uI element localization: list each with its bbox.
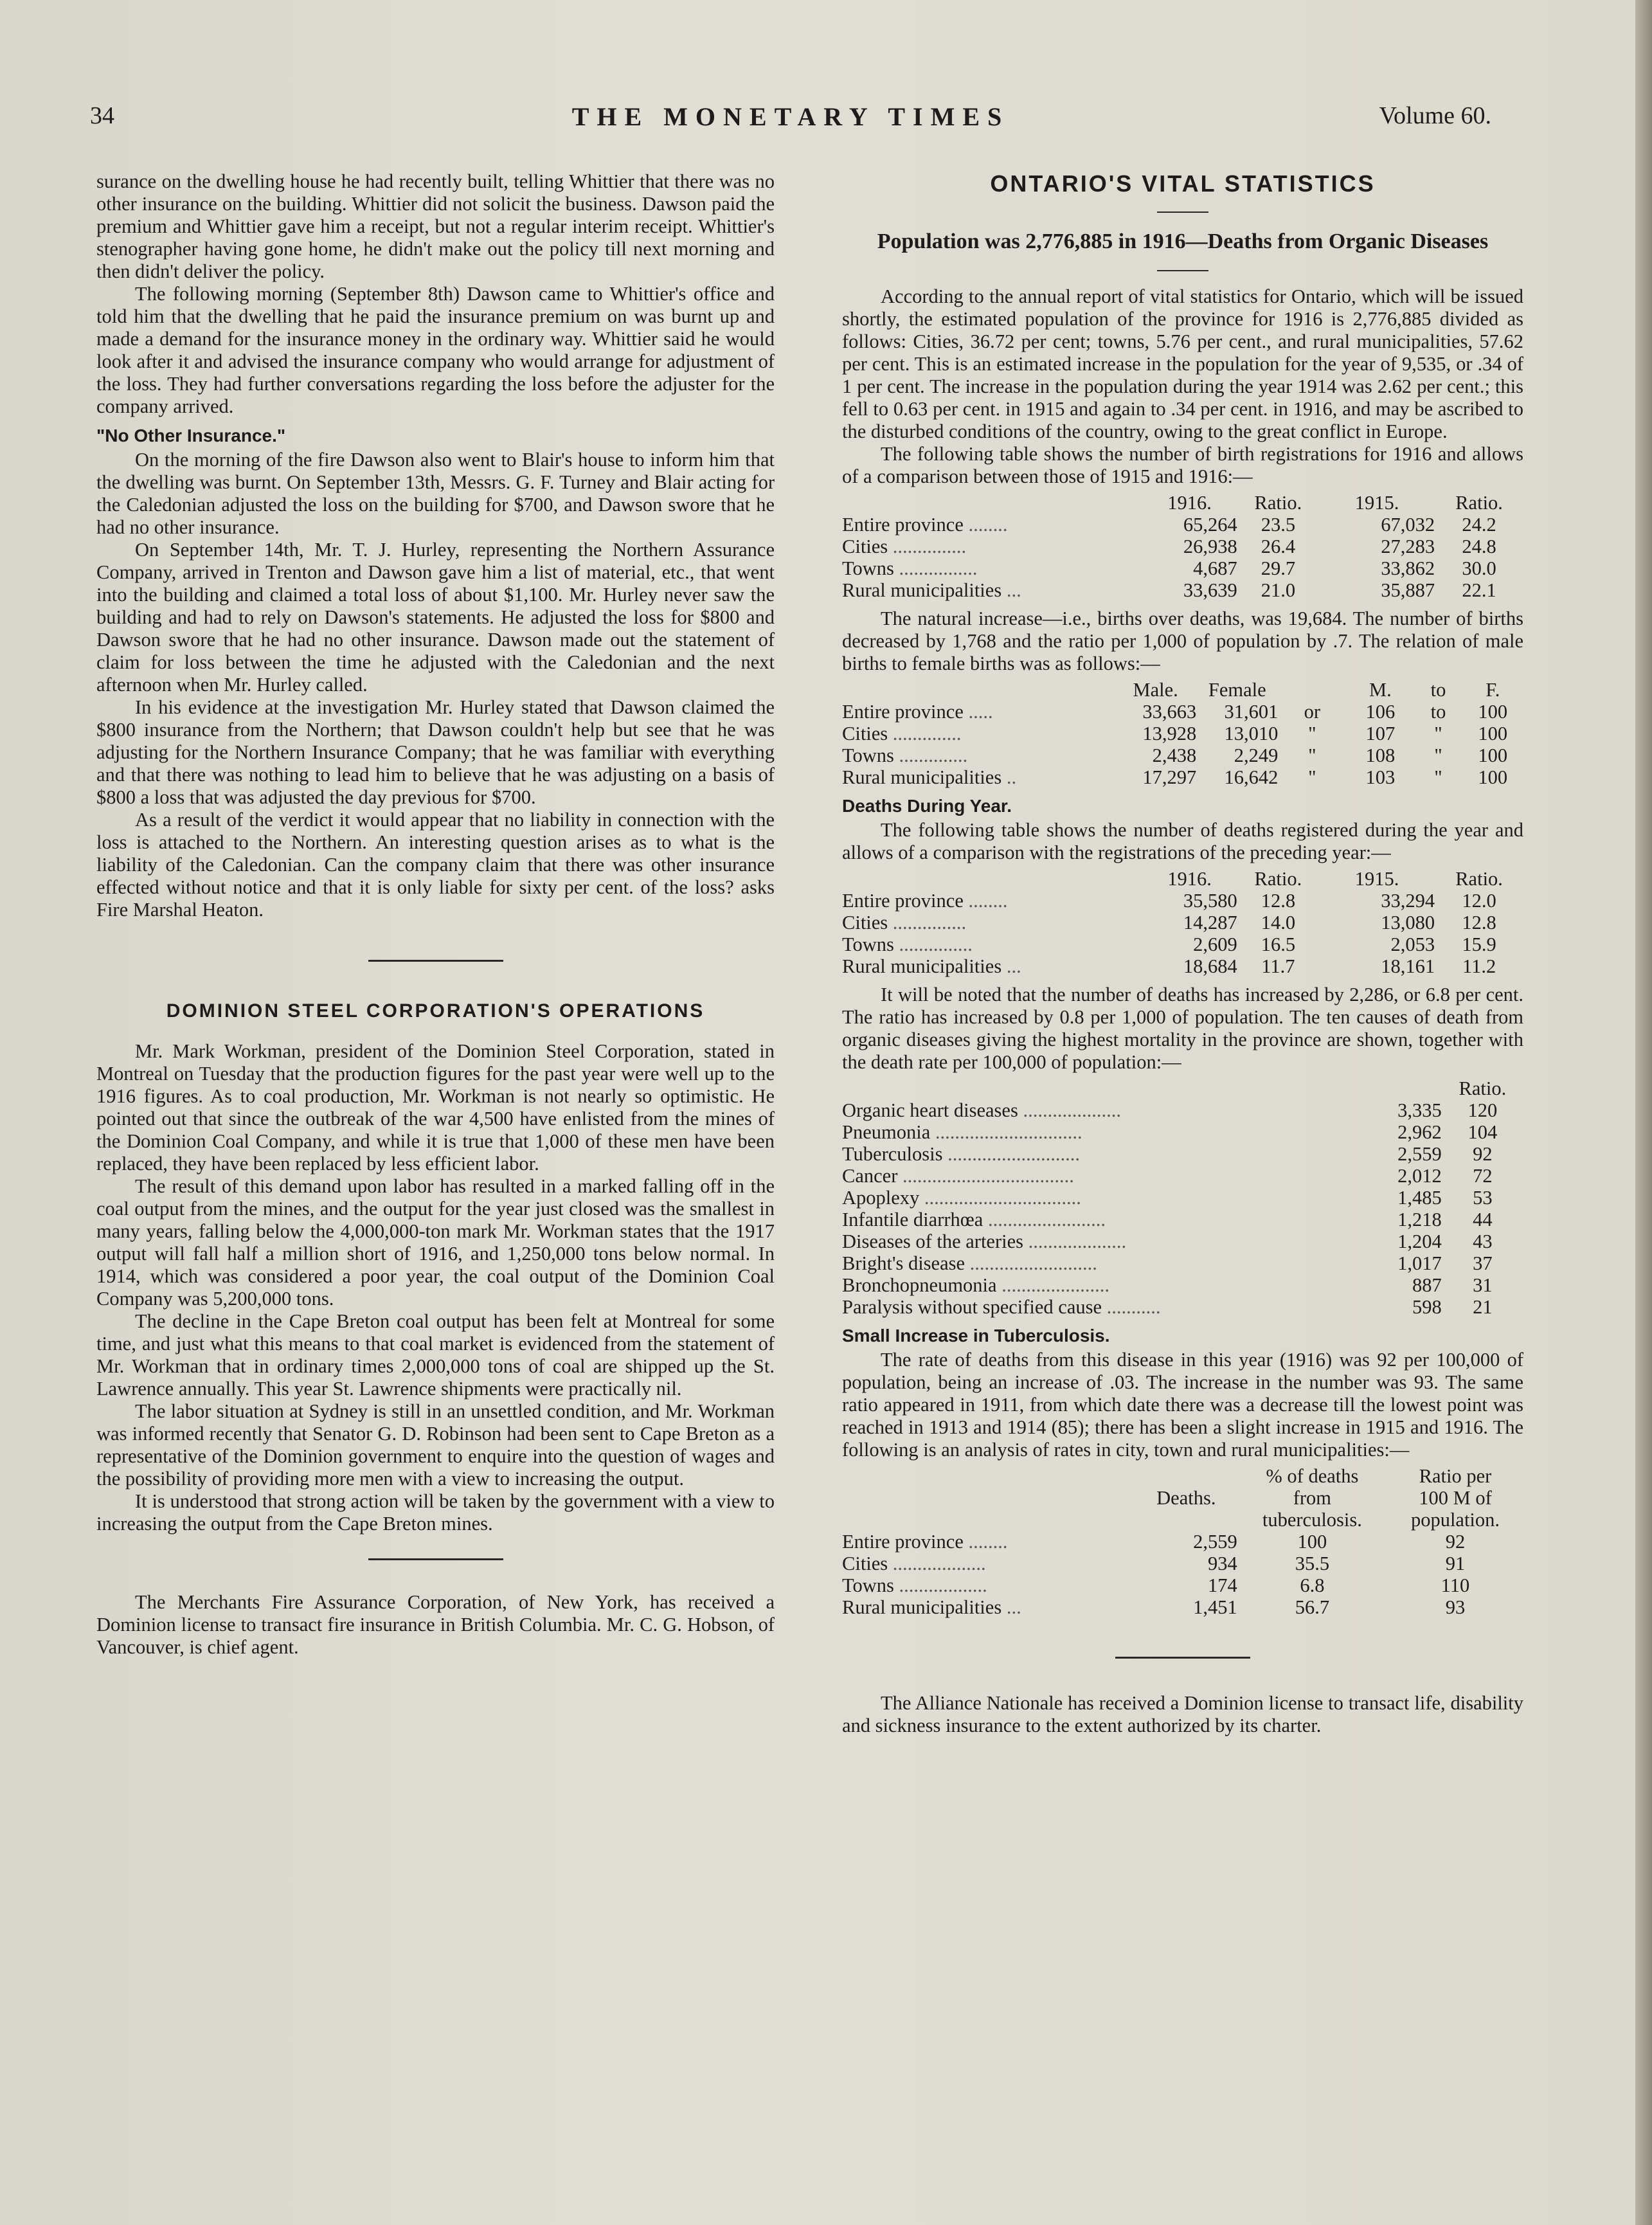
- table-cell: 4,687: [1193, 557, 1237, 579]
- table-header-row: [842, 679, 1523, 701]
- table-cell: 2,962: [1397, 1121, 1442, 1143]
- paragraph: The labor situation at Sydney is still in an unsettled condition, and Mr. Workman was informed recently that Senator G. D. Robinson had been sent to Cape Breton as a representative of the Dominion government to enquire into the question of wages and the possibility of providing more men with a view to increasing the output.: [96, 1400, 775, 1490]
- table-cell: 13,928: [1142, 723, 1197, 744]
- table-cell: ": [1308, 723, 1316, 744]
- table-row: [842, 514, 1523, 536]
- table-cell: 33,862: [1381, 557, 1435, 579]
- leader-dots: ...........................: [947, 1143, 1080, 1165]
- table-cell: ": [1434, 723, 1442, 744]
- divider: [368, 1558, 503, 1560]
- leader-dots: ........: [968, 1531, 1008, 1553]
- row-label: Towns: [842, 1574, 894, 1596]
- table-cell: 37: [1473, 1252, 1493, 1274]
- column-header: Ratio.: [1459, 1077, 1507, 1099]
- column-header: % of deaths: [1266, 1465, 1359, 1487]
- table-row: [842, 1187, 1523, 1209]
- table-cell: 33,639: [1183, 579, 1237, 601]
- column-header: Ratio.: [1455, 492, 1503, 514]
- leader-dots: ..............................: [935, 1121, 1082, 1143]
- row-label: Bronchopneumonia: [842, 1274, 997, 1296]
- table-row: [842, 912, 1523, 933]
- paragraph: As a result of the verdict it would appear that no liability in connection with the loss is attached to the Northern. An interesting question arises as to what is the liability of the Caledonian. Can the company claim that there was other insurance effected without notice and that it is only liable for sixty per cent. of the loss? asks Fire Marshal Heaton.: [96, 809, 775, 921]
- leader-dots: .....: [968, 701, 993, 723]
- table-row: [842, 1165, 1523, 1187]
- paragraph: It is understood that strong action will be taken by the government with a view to increasing the output from the Cape Breton mines.: [96, 1490, 775, 1535]
- table-cell: 1,218: [1397, 1209, 1442, 1230]
- table-cell: 35,887: [1381, 579, 1435, 601]
- table-cell: 14,287: [1183, 912, 1237, 933]
- paragraph: On the morning of the fire Dawson also went to Blair's house to inform him that the dwelling was burnt. On September 13th, Messrs. G. F. Turney and Blair acting for the Caledonian adjusted the loss on the building for $700, and Dawson swore that he had no other insurance.: [96, 449, 775, 538]
- table-row: [842, 1252, 1523, 1274]
- table-cell: 12.0: [1462, 890, 1496, 912]
- divider: [368, 960, 503, 962]
- column-header: to: [1430, 679, 1446, 701]
- column-header: Ratio.: [1254, 868, 1302, 890]
- table-cell: 11.2: [1462, 955, 1496, 977]
- column-header: Deaths.: [1156, 1487, 1216, 1509]
- paragraph: The following morning (September 8th) Dawson came to Whittier's office and told him that the dwelling that he paid the insurance premium on was burnt up and made a demand for the insurance money in the ordinary way. Whittier said he would look after it and advised the insurance company who would arrange for adjustment of the loss. They had further conversations regarding the loss before the adjuster for the company arrived.: [96, 283, 775, 417]
- row-label: Cancer: [842, 1165, 898, 1187]
- leader-dots: ...: [1006, 579, 1021, 601]
- table-cell: 14.0: [1261, 912, 1296, 933]
- column-header: Male.: [1133, 679, 1178, 701]
- column-header: M.: [1369, 679, 1392, 701]
- table-row: [842, 1274, 1523, 1296]
- paragraph: The Alliance Nationale has received a Dominion license to transact life, disability and sickness insurance to the extent authorized by its charter.: [842, 1692, 1523, 1736]
- row-label: Pneumonia: [842, 1121, 931, 1143]
- table-row: [842, 766, 1523, 788]
- row-label: Organic heart diseases: [842, 1099, 1018, 1121]
- table-cell: 72: [1473, 1165, 1493, 1187]
- leader-dots: ...: [1006, 955, 1021, 977]
- table-cell: 24.2: [1462, 514, 1496, 536]
- leader-dots: ......................: [1001, 1274, 1109, 1296]
- table-cell: 11.7: [1261, 955, 1295, 977]
- page-spine: [1635, 0, 1652, 2225]
- table-cell: 13,010: [1224, 723, 1279, 744]
- column-header: Ratio per: [1419, 1465, 1492, 1487]
- table-cell: 24.8: [1462, 536, 1496, 557]
- table-cell: ": [1434, 766, 1442, 788]
- table-cell: 26,938: [1183, 536, 1237, 557]
- right-column: [842, 170, 1523, 1737]
- paragraph: surance on the dwelling house he had recently built, telling Whittier that there was no other insurance on the building. Whittier did not solicit the business. Dawson paid the premium and Whittier gave him a receipt, but not a regular interim receipt. Whittier's stenographer having gone home, he didn't make out the policy till next morning and then didn't deliver the policy.: [96, 170, 775, 282]
- table-cell: 1,485: [1397, 1187, 1442, 1209]
- row-label: Cities: [842, 723, 888, 744]
- table-cell: 67,032: [1381, 514, 1435, 536]
- left-column: [96, 170, 775, 1659]
- table-row: [842, 1553, 1523, 1574]
- leader-dots: ...............: [892, 912, 967, 933]
- table-cell: 33,663: [1142, 701, 1197, 723]
- leader-dots: ...: [1006, 1596, 1021, 1618]
- leader-dots: ........................: [987, 1209, 1106, 1230]
- table-cell: 100: [1478, 744, 1508, 766]
- table-cell: 2,559: [1193, 1531, 1237, 1553]
- table-cell: 33,294: [1381, 890, 1435, 912]
- leader-dots: ..: [1006, 766, 1017, 788]
- male-female-births-table: [842, 679, 1523, 788]
- row-label: Tuberculosis: [842, 1143, 943, 1165]
- table-cell: 110: [1441, 1574, 1470, 1596]
- paragraph: In his evidence at the investigation Mr. Hurley stated that Dawson claimed the $800 insurance from the Northern; that Dawson couldn't help but see that he was adjusting for the Northern Insurance Company; that he was familiar with everything and that there was nothing to lead him to believe that he was adjusting on a basis of $800 a loss that was adjusted the day previous for $700.: [96, 696, 775, 808]
- table-cell: 13,080: [1381, 912, 1435, 933]
- table-cell: 65,264: [1183, 514, 1237, 536]
- column-header: 100 M of: [1419, 1487, 1492, 1509]
- table-cell: 16,642: [1224, 766, 1279, 788]
- row-label: Cities: [842, 536, 888, 557]
- table-header-row: [842, 1509, 1523, 1531]
- table-cell: or: [1304, 701, 1321, 723]
- row-label: Rural municipalities: [842, 1596, 1002, 1618]
- table-cell: 15.9: [1462, 933, 1496, 955]
- table-cell: 53: [1473, 1187, 1493, 1209]
- leader-dots: ..............: [892, 723, 962, 744]
- paragraph: The result of this demand upon labor has resulted in a marked falling off in the coal output from the mines, and the output for the year just closed was the smallest in many years, falling below the 4,000,000-ton mark Mr. Workman states that the 1917 output will fall half a million short of 1916, and 1,250,000 tons below normal. In 1914, which was considered a poor year, the coal output of the Dominion Coal Company was 5,200,000 tons.: [96, 1175, 775, 1310]
- table-cell: 16.5: [1261, 933, 1296, 955]
- table-cell: to: [1430, 701, 1446, 723]
- column-header: 1915.: [1354, 868, 1399, 890]
- table-row: [842, 579, 1523, 601]
- leader-dots: ...................: [892, 1553, 986, 1574]
- table-row: [842, 1230, 1523, 1252]
- table-cell: 2,012: [1397, 1165, 1442, 1187]
- leader-dots: ..............: [899, 744, 968, 766]
- table-cell: 43: [1473, 1230, 1493, 1252]
- column-header: Ratio.: [1455, 868, 1503, 890]
- table-cell: 35.5: [1295, 1553, 1330, 1574]
- paragraph: The rate of deaths from this disease in this year (1916) was 92 per 100,000 of population, being an increase of .03. The increase in the number was 93. The same ratio appeared in 1911, from which date there was a decrease till the lowest point was reached in 1913 and 1914 (85); there has been a slight increase in 1915 and 1916. The following is an analysis of rates in city, town and rural municipalities:—: [842, 1349, 1523, 1461]
- births-table: [842, 492, 1523, 601]
- table-header-row: [842, 868, 1523, 890]
- table-cell: 30.0: [1462, 557, 1496, 579]
- table-cell: 2,249: [1234, 744, 1279, 766]
- table-row: [842, 1121, 1523, 1143]
- table-cell: 103: [1365, 766, 1396, 788]
- subheading-deaths-during-year: Deaths During Year.: [842, 796, 1012, 816]
- table-cell: 29.7: [1261, 557, 1296, 579]
- journal-title: THE MONETARY TIMES: [571, 102, 1010, 131]
- row-label: Entire province: [842, 701, 964, 723]
- row-label: Apoplexy: [842, 1187, 920, 1209]
- table-cell: 2,438: [1152, 744, 1197, 766]
- table-cell: 100: [1478, 723, 1508, 744]
- leader-dots: ...............: [892, 536, 967, 557]
- table-cell: 44: [1473, 1209, 1493, 1230]
- table-row: [842, 557, 1523, 579]
- table-cell: 934: [1208, 1553, 1237, 1574]
- column-header: F.: [1486, 679, 1500, 701]
- paragraph: The following table shows the number of deaths registered during the year and allows of a comparison with the registrations of the preceding year:—: [842, 819, 1523, 863]
- table-cell: 91: [1445, 1553, 1466, 1574]
- table-cell: 2,053: [1390, 933, 1435, 955]
- column-header: from: [1293, 1487, 1332, 1509]
- row-label: Entire province: [842, 1531, 964, 1553]
- leader-dots: ..................: [899, 1574, 987, 1596]
- column-header: Female: [1208, 679, 1266, 701]
- column-header: tuberculosis.: [1262, 1509, 1362, 1531]
- table-cell: 107: [1365, 723, 1396, 744]
- tuberculosis-table: [842, 1465, 1523, 1618]
- table-cell: ": [1308, 744, 1316, 766]
- table-row: [842, 890, 1523, 912]
- row-label: Entire province: [842, 890, 964, 912]
- row-label: Rural municipalities: [842, 766, 1002, 788]
- table-cell: 120: [1468, 1099, 1498, 1121]
- table-cell: 174: [1208, 1574, 1237, 1596]
- table-cell: 18,161: [1381, 955, 1435, 977]
- running-header: [90, 96, 1491, 141]
- table-row: [842, 1596, 1523, 1618]
- page-number: 34: [90, 102, 114, 129]
- table-row: [842, 1143, 1523, 1165]
- table-row: [842, 955, 1523, 977]
- row-label: Towns: [842, 744, 894, 766]
- divider: [1157, 270, 1208, 271]
- divider: [1115, 1657, 1250, 1659]
- table-cell: 3,335: [1397, 1099, 1442, 1121]
- table-cell: 21: [1473, 1296, 1493, 1318]
- row-label: Cities: [842, 912, 888, 933]
- table-cell: 12.8: [1462, 912, 1496, 933]
- table-header-row: [842, 1465, 1523, 1487]
- leader-dots: ................: [899, 557, 978, 579]
- table-header-row: [842, 492, 1523, 514]
- row-label: Rural municipalities: [842, 955, 1002, 977]
- table-cell: 100: [1478, 766, 1508, 788]
- table-cell: 598: [1412, 1296, 1442, 1318]
- table-cell: 2,559: [1397, 1143, 1442, 1165]
- table-cell: 92: [1445, 1531, 1466, 1553]
- leader-dots: ...................................: [902, 1165, 1074, 1187]
- table-header-row: [842, 1487, 1523, 1509]
- table-cell: 93: [1445, 1596, 1466, 1618]
- table-row: [842, 933, 1523, 955]
- leader-dots: ...........: [1106, 1296, 1161, 1318]
- table-cell: 106: [1365, 701, 1396, 723]
- paragraph: According to the annual report of vital statistics for Ontario, which will be issued shortly, the estimated population of the province for 1916 is 2,776,885 divided as follows: Cities, 36.72 per cent; towns, 5.76 per cent., and rural municipalities, 57.62 per cent. This is an estimated increase in the population for the year of 9,535, or .34 of 1 per cent. The increase in the population during the year 1914 was 2.62 per cent.; this fell to 0.63 per cent. in 1915 and again to .34 per cent. in 1916, and may be ascribed to the disturbed conditions of the country, owing to the great conflict in Europe.: [842, 285, 1523, 442]
- column-header: Ratio.: [1254, 492, 1302, 514]
- table-cell: 22.1: [1462, 579, 1496, 601]
- leader-dots: ........: [968, 514, 1008, 536]
- table-cell: 1,017: [1397, 1252, 1442, 1274]
- table-cell: 26.4: [1261, 536, 1296, 557]
- table-cell: 35,580: [1183, 890, 1237, 912]
- table-cell: 108: [1365, 744, 1396, 766]
- article-subtitle: Population was 2,776,885 in 1916—Deaths from Organic Diseases: [877, 230, 1489, 253]
- steel-article-title: DOMINION STEEL CORPORATION'S OPERATIONS: [166, 1000, 705, 1022]
- table-row: [842, 1296, 1523, 1318]
- row-label: Rural municipalities: [842, 579, 1002, 601]
- row-label: Bright's disease: [842, 1252, 965, 1274]
- table-cell: 31,601: [1224, 701, 1279, 723]
- table-row: [842, 744, 1523, 766]
- table-row: [842, 723, 1523, 744]
- table-cell: 12.8: [1261, 890, 1296, 912]
- causes-of-death-table: [842, 1077, 1523, 1318]
- leader-dots: ........: [968, 890, 1008, 912]
- row-label: Cities: [842, 1553, 888, 1574]
- table-row: [842, 1209, 1523, 1230]
- column-header: population.: [1410, 1509, 1500, 1531]
- article-title: ONTARIO'S VITAL STATISTICS: [990, 170, 1376, 197]
- table-cell: 1,204: [1397, 1230, 1442, 1252]
- table-cell: 92: [1473, 1143, 1493, 1165]
- paragraph: The following table shows the number of birth registrations for 1916 and allows of a comparison between those of 1915 and 1916:—: [842, 443, 1523, 487]
- table-cell: 18,684: [1183, 955, 1237, 977]
- row-label: Paralysis without specified cause: [842, 1296, 1102, 1318]
- table-cell: 56.7: [1295, 1596, 1330, 1618]
- table-row: [842, 701, 1523, 723]
- paragraph: It will be noted that the number of deaths has increased by 2,286, or 6.8 per cent. The ratio has increased by 0.8 per 1,000 of population. The ten causes of death from organic diseases giving the highest mortality in the province are shown, together with the death rate per 100,000 of population:—: [842, 984, 1523, 1073]
- table-cell: 17,297: [1142, 766, 1197, 788]
- subheading-no-other-insurance: "No Other Insurance.": [96, 426, 286, 446]
- column-header: 1916.: [1167, 492, 1212, 514]
- paragraph: Mr. Mark Workman, president of the Dominion Steel Corporation, stated in Montreal on Tuesday that the production figures for the past year were well up to the 1916 figures. As to coal production, Mr. Workman is not nearly so optimistic. He pointed out that since the outbreak of the war 4,500 have enlisted from the mines of the Dominion Coal Company, and while it is true that 1,000 of these men have been replaced, they have been replaced by less efficient labor.: [96, 1040, 775, 1175]
- table-cell: 23.5: [1261, 514, 1296, 536]
- column-header: 1915.: [1354, 492, 1399, 514]
- table-cell: 27,283: [1381, 536, 1435, 557]
- table-cell: 887: [1412, 1274, 1442, 1296]
- table-cell: ": [1434, 744, 1442, 766]
- table-cell: 100: [1478, 701, 1508, 723]
- row-label: Towns: [842, 933, 894, 955]
- row-label: Infantile diarrhœa: [842, 1209, 983, 1230]
- volume-label: Volume 60.: [1379, 102, 1491, 129]
- row-label: Diseases of the arteries: [842, 1230, 1024, 1252]
- row-label: Entire province: [842, 514, 964, 536]
- leader-dots: ................................: [924, 1187, 1081, 1209]
- deaths-table: [842, 868, 1523, 977]
- paragraph: On September 14th, Mr. T. J. Hurley, representing the Northern Assurance Company, arrived in Trenton and Dawson gave him a list of material, etc., that went into the building and claimed a total loss of about $1,100. Mr. Hurley never saw the building and had to rely on Dawson's statements. He adjusted the loss for $800 and Dawson swore that he had no other insurance. Dawson made out the statement of claim for loss between the time he adjusted with the Caledonian and the next afternoon when Mr. Hurley called.: [96, 539, 775, 696]
- table-cell: 1,451: [1193, 1596, 1237, 1618]
- table-row: [842, 1099, 1523, 1121]
- table-cell: 21.0: [1261, 579, 1296, 601]
- leader-dots: ...............: [899, 933, 973, 955]
- paragraph: The natural increase—i.e., births over deaths, was 19,684. The number of births decreased by 1,768 and the ratio per 1,000 of population by .7. The relation of male births to female births was as follows:—: [842, 608, 1523, 674]
- table-header-row: [842, 1077, 1523, 1099]
- table-cell: ": [1308, 766, 1316, 788]
- table-row: [842, 536, 1523, 557]
- table-row: [842, 1574, 1523, 1596]
- leader-dots: ....................: [1028, 1230, 1127, 1252]
- divider: [1157, 212, 1208, 213]
- paragraph: The decline in the Cape Breton coal output has been felt at Montreal for some time, and just what this means to that coal market is evidenced from the statement of Mr. Workman that in ordinary times 2,000,000 tons of coal are shipped up the St. Lawrence annually. This year St. Lawrence shipments were practically nil.: [96, 1310, 775, 1400]
- leader-dots: ....................: [1023, 1099, 1121, 1121]
- table-row: [842, 1531, 1523, 1553]
- table-cell: 6.8: [1300, 1574, 1325, 1596]
- table-cell: 104: [1468, 1121, 1498, 1143]
- row-label: Towns: [842, 557, 894, 579]
- table-cell: 2,609: [1193, 933, 1237, 955]
- table-cell: 100: [1297, 1531, 1327, 1553]
- leader-dots: ..........................: [969, 1252, 1097, 1274]
- table-cell: 31: [1473, 1274, 1493, 1296]
- paragraph: The Merchants Fire Assurance Corporation, of New York, has received a Dominion license to transact fire insurance in British Columbia. Mr. C. G. Hobson, of Vancouver, is chief agent.: [96, 1591, 775, 1658]
- subheading-tuberculosis: Small Increase in Tuberculosis.: [842, 1326, 1110, 1346]
- column-header: 1916.: [1167, 868, 1212, 890]
